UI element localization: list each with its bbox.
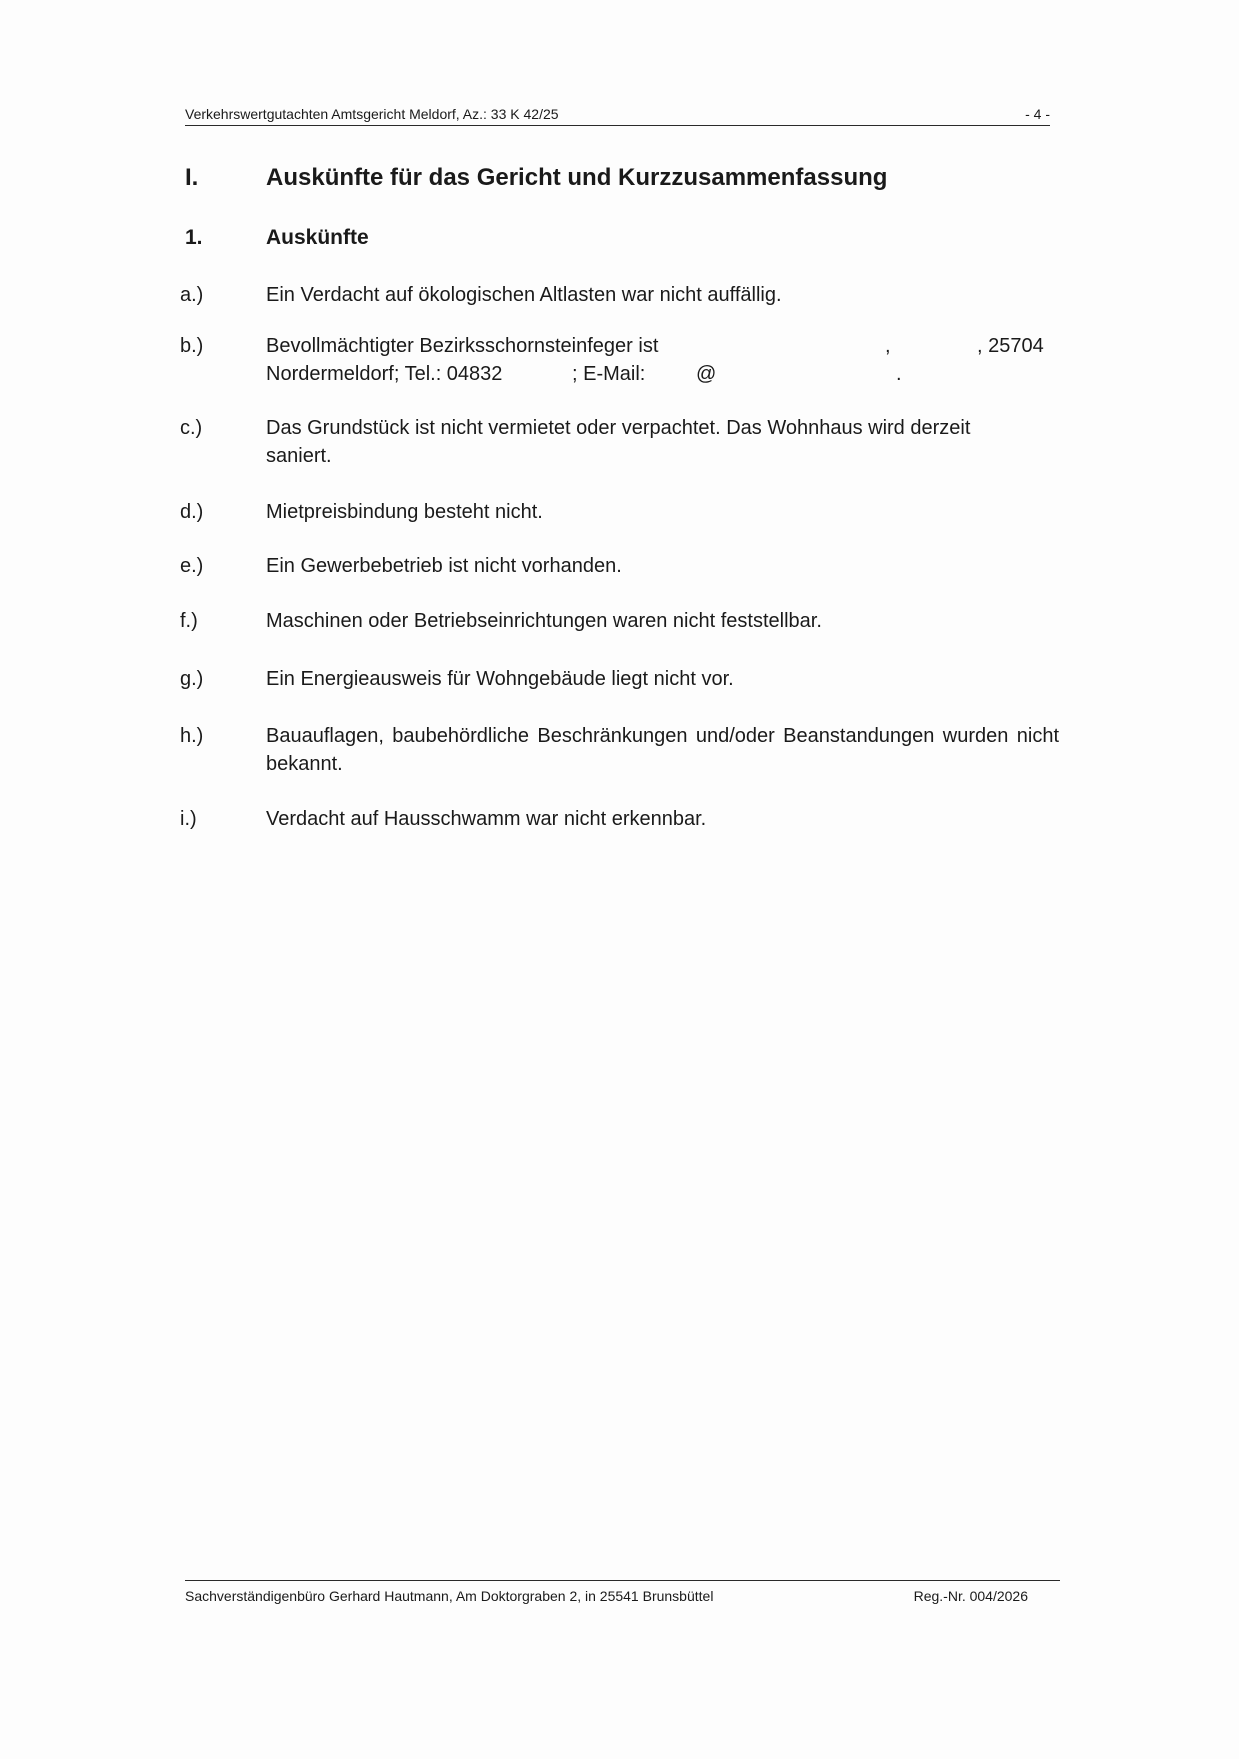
item-text: Das Grundstück ist nicht vermietet oder verpachtet. Das Wohnhaus wird derzeit saniert. — [266, 417, 971, 467]
page-header — [185, 103, 1050, 126]
subsection-title: Auskünfte — [266, 226, 369, 249]
item-text: Bauauflagen, baubehördliche Beschränkungen und/oder Beanstandungen wurden nicht bekannt. — [266, 725, 1059, 775]
postal-code: , 25704 — [977, 335, 1044, 357]
item-label: h.) — [180, 725, 204, 747]
page-number: - 4 - — [1025, 106, 1050, 122]
item-text: Ein Verdacht auf ökologischen Altlasten war nicht auffällig. — [266, 284, 782, 306]
footer-office: Sachverständigenbüro Gerhard Hautmann, Am Doktorgraben 2, in 25541 Brunsbüttel — [185, 1588, 714, 1604]
chimney-sweep-line-1 — [266, 332, 1059, 360]
chimney-sweep-intro: Bevollmächtigter Bezirksschornsteinfeger ist — [266, 335, 659, 357]
redacted-separator: , — [885, 335, 891, 357]
email-label: ; E-Mail: — [572, 363, 646, 385]
chimney-sweep-line-2 — [266, 360, 1059, 388]
item-label: a.) — [180, 284, 204, 306]
item-label: c.) — [180, 417, 203, 439]
city-and-phone: Nordermeldorf; Tel.: 04832 — [266, 363, 503, 385]
email-at-sign: @ — [696, 363, 717, 385]
item-label: b.) — [180, 335, 204, 357]
header-reference: Verkehrswertgutachten Amtsgericht Meldorf, Az.: 33 K 42/25 — [185, 106, 559, 122]
item-text: Ein Energieausweis für Wohngebäude liegt nicht vor. — [266, 668, 734, 690]
item-label: d.) — [180, 501, 204, 523]
section-number: I. — [185, 164, 199, 191]
item-text-chimney-sweep — [266, 332, 1059, 388]
item-label: e.) — [180, 555, 204, 577]
item-text: Maschinen oder Betriebseinrichtungen waren nicht feststellbar. — [266, 610, 822, 632]
section-title: Auskünfte für das Gericht und Kurzzusammenfassung — [266, 164, 888, 191]
item-text: Ein Gewerbebetrieb ist nicht vorhanden. — [266, 555, 622, 577]
subsection-number: 1. — [185, 226, 203, 249]
email-dot: . — [896, 363, 902, 385]
footer-registration: Reg.-Nr. 004/2026 — [913, 1588, 1028, 1604]
item-label: g.) — [180, 668, 204, 690]
page-footer — [185, 1580, 1060, 1604]
item-text: Mietpreisbindung besteht nicht. — [266, 501, 543, 523]
item-label: i.) — [180, 808, 197, 830]
item-text: Verdacht auf Hausschwamm war nicht erkennbar. — [266, 808, 707, 830]
item-label: f.) — [180, 610, 198, 632]
